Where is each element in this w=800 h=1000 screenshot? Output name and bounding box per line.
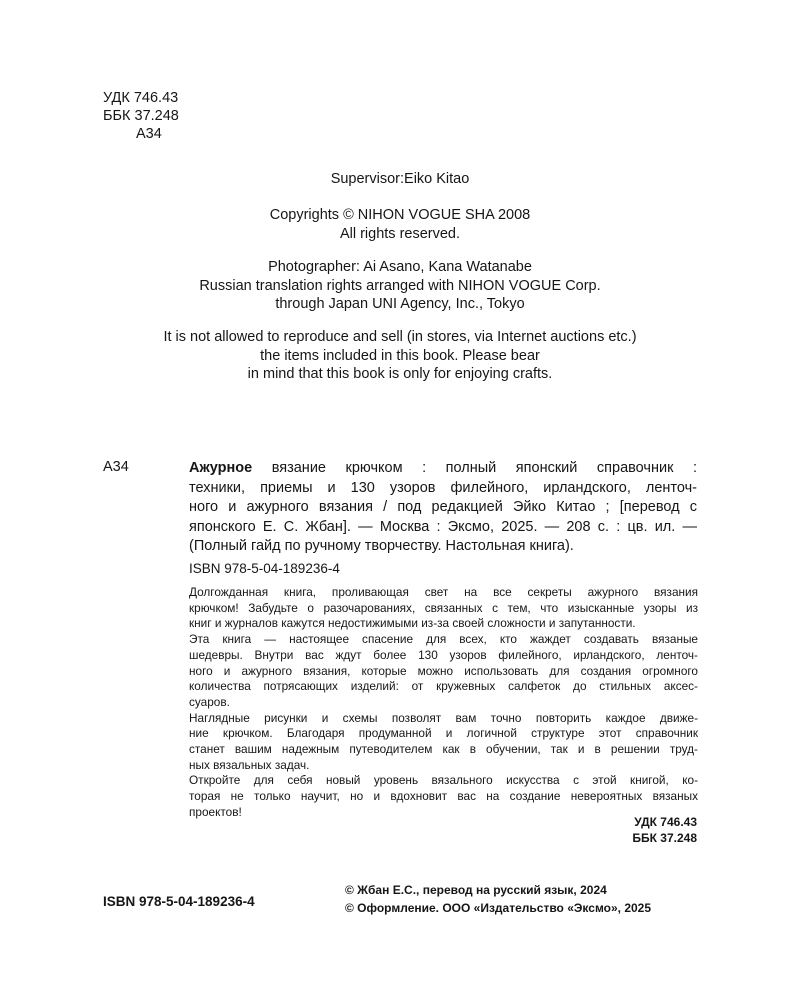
rights-line-2: through Japan UNI Agency, Inc., Tokyo <box>275 296 525 312</box>
book-title-bold: Ажурное <box>189 460 253 476</box>
annotation-line: станет вашим надежным путеводителем как в обучении, так и в решении труд- <box>189 742 698 757</box>
copyright-credit <box>0 206 800 243</box>
usage-notice <box>0 328 800 384</box>
design-copyright: © Оформление. ООО «Издательство «Эксмо», 2025 <box>345 900 652 915</box>
classification-codes <box>103 89 179 143</box>
rights-line-1: Russian translation rights arranged with NIHON VOGUE Corp. <box>199 277 601 294</box>
photographer-line: Photographer: Ai Asano, Kana Watanabe <box>268 259 532 275</box>
author-mark: А34 <box>136 126 162 142</box>
notice-line-1: It is not allowed to reproduce and sell (in stores, via Internet auctions etc.) <box>163 329 637 345</box>
bibliographic-record <box>189 459 697 557</box>
biblio-line-3: ного и ажурного вязания / под редакцией Эйко Китао ; [перевод с <box>189 499 697 515</box>
classification-bottom <box>632 815 697 846</box>
annotation-line: ных вязальных задач. <box>189 757 310 772</box>
udk-code-bottom: УДК 746.43 <box>634 815 697 829</box>
biblio-line-5: (Полный гайд по ручному творчеству. Настольная книга). <box>189 538 574 554</box>
annotation-line: Эта книга — настоящее спасение для всех, кто жаждет создавать вязаные <box>189 632 698 647</box>
copyright-line-2: All rights reserved. <box>339 225 461 242</box>
annotation-line: книг и журналов кажутся недостижимыми из-за своей сложности и запутанности. <box>189 616 636 631</box>
photo-rights-credit <box>0 258 800 314</box>
copyright-line-1: Copyrights © NIHON VOGUE SHA 2008 <box>269 207 531 223</box>
annotation-line: Наглядные рисунки и схемы позволят вам точно повторить каждое движе- <box>189 710 698 725</box>
copyright-footer <box>345 882 651 917</box>
annotation-line: ние крючком. Благодаря продуманной и логичной структуре этот справочник <box>189 726 698 741</box>
udk-code: УДК 746.43 <box>103 90 179 106</box>
biblio-line-1 <box>189 459 697 479</box>
supervisor-line: Supervisor:Eiko Kitao <box>330 171 470 187</box>
annotation-line: Долгожданная книга, проливающая свет на все секреты ажурного вязания <box>189 585 698 599</box>
isbn-record: ISBN 978-5-04-189236-4 <box>189 561 340 576</box>
bibliography-author-mark: А34 <box>103 459 129 475</box>
annotation <box>189 585 698 821</box>
notice-line-2: the items included in this book. Please bear <box>260 347 540 364</box>
annotation-line: шедевры. Внутри вас ждут более 130 узоров филейного, ирландского, ленточ- <box>189 647 698 662</box>
notice-line-3: in mind that this book is only for enjoying crafts. <box>247 366 553 382</box>
biblio-line-4: японского Е. С. Жбан]. — Москва : Эксмо, 2025. — 208 с. : цв. ил. — <box>189 518 697 535</box>
annotation-line: торая не только научит, но и вдохновит вас на создание невероятных вязаных <box>189 789 698 804</box>
annotation-line: суаров. <box>189 694 230 709</box>
translation-copyright: © Жбан Е.С., перевод на русский язык, 2024 <box>345 883 607 897</box>
biblio-line-1-rest: вязание крючком : полный японский справочник : <box>252 460 697 476</box>
annotation-line: Откройте для себя новый уровень вязального искусства с этой книгой, ко- <box>189 773 698 788</box>
bbk-code: ББК 37.248 <box>103 108 179 124</box>
annotation-line: количества потрясающих изделий: от кружевных салфеток до стильных аксес- <box>189 679 698 694</box>
supervisor-credit <box>0 170 800 189</box>
biblio-line-2: техники, приемы и 130 узоров филейного, ирландского, ленточ- <box>189 479 697 496</box>
annotation-line: ного и ажурного вязания, которые можно использовать для создания огромного <box>189 663 698 678</box>
isbn-footer: ISBN 978-5-04-189236-4 <box>103 894 255 909</box>
bbk-code-bottom: ББК 37.248 <box>632 830 697 845</box>
annotation-line: крючком! Забудьте о разочарованиях, связанных с тем, что изысканные узоры из <box>189 600 698 615</box>
annotation-line: проектов! <box>189 804 242 819</box>
